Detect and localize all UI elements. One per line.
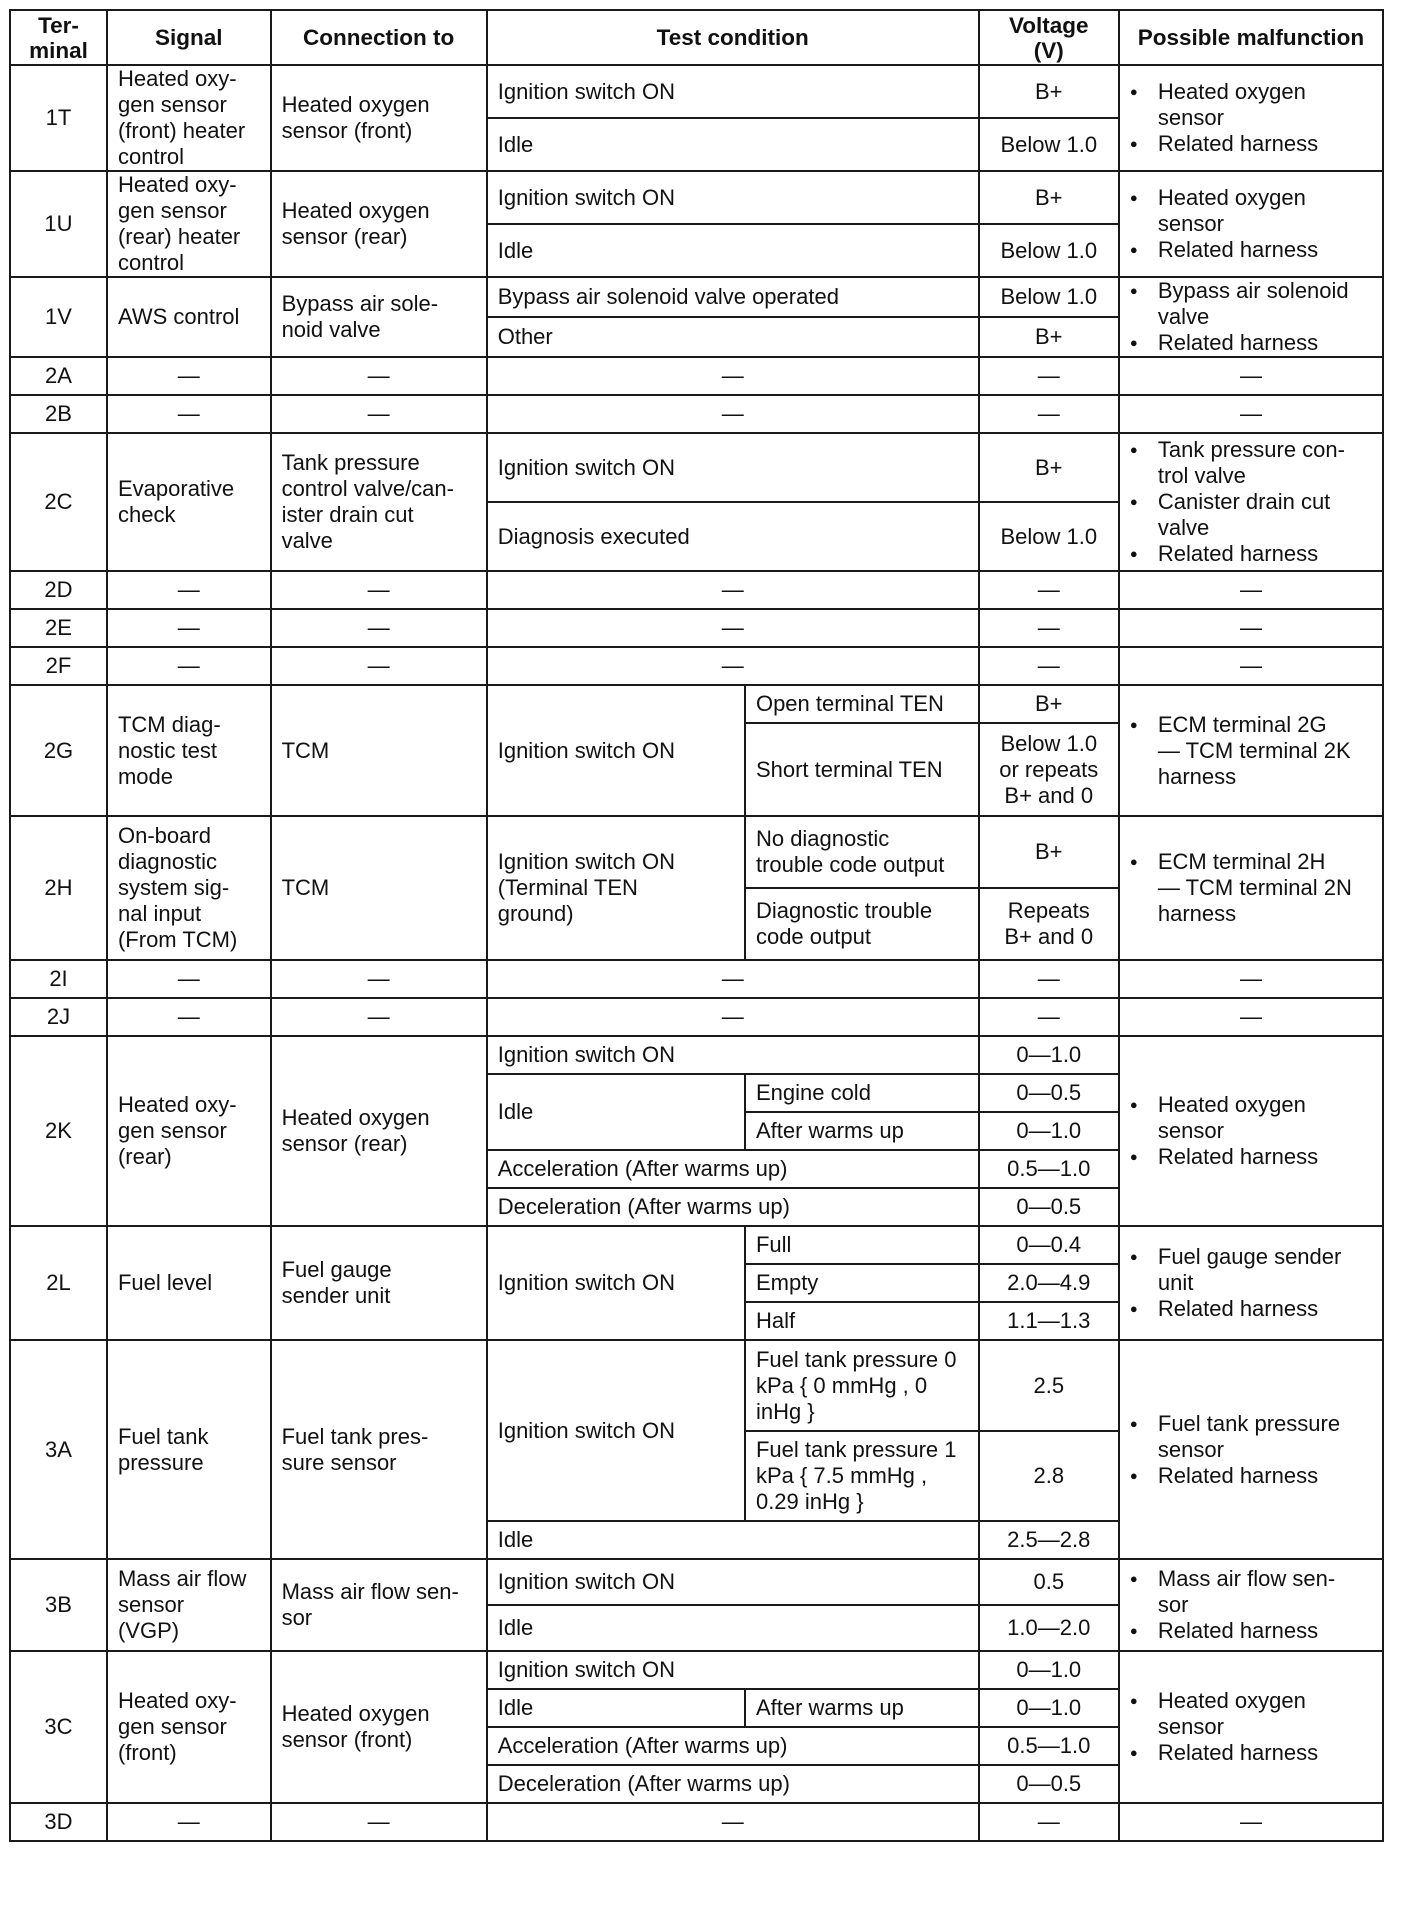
condition-cell: Other <box>487 317 979 357</box>
malfunction-list <box>1130 79 1372 157</box>
voltage-cell: Below 1.0 <box>979 224 1119 277</box>
voltage-cell: 2.5—2.8 <box>979 1521 1119 1559</box>
condition-cell: Idle <box>487 118 979 171</box>
connection-cell: — <box>271 609 487 647</box>
terminal-cell: 3D <box>10 1803 107 1841</box>
voltage-cell: 0—0.5 <box>979 1188 1119 1226</box>
malfunction-list <box>1130 1688 1372 1766</box>
header-row <box>10 10 1383 65</box>
voltage-cell: 0—1.0 <box>979 1689 1119 1727</box>
condition-cell: Ignition switch ON (Terminal TEN ground) <box>487 816 745 960</box>
subcondition-cell: Fuel tank pressure 1 kPa { 7.5 mmHg , 0.29 inHg } <box>745 1431 979 1521</box>
voltage-cell: — <box>979 395 1119 433</box>
malfunction-item: ● Related harness <box>1130 541 1372 567</box>
malfunction-cell <box>1119 1226 1383 1340</box>
malfunction-item: ● Related harness <box>1130 237 1372 263</box>
condition-cell: Ignition switch ON <box>487 433 979 502</box>
connection-cell: Fuel tank pres- sure sensor <box>271 1340 487 1559</box>
malfunction-cell <box>1119 65 1383 171</box>
voltage-cell: 2.0—4.9 <box>979 1264 1119 1302</box>
connection-cell: — <box>271 1803 487 1841</box>
malfunction-item: ● Related harness <box>1130 1463 1372 1489</box>
subcondition-cell: After warms up <box>745 1689 979 1727</box>
condition-cell: Ignition switch ON <box>487 171 979 224</box>
subcondition-cell: Engine cold <box>745 1074 979 1112</box>
connection-cell: Heated oxygen sensor (front) <box>271 65 487 171</box>
condition-cell: Ignition switch ON <box>487 685 745 816</box>
malfunction-item: ● Heated oxygen sensor <box>1130 79 1372 131</box>
malfunction-item: ● Related harness <box>1130 131 1372 157</box>
terminal-cell: 2E <box>10 609 107 647</box>
malfunction-item: ● Tank pressure con- trol valve <box>1130 437 1372 489</box>
condition-cell: Idle <box>487 1689 745 1727</box>
subcondition-cell: Short terminal TEN <box>745 723 979 816</box>
voltage-cell: 0—1.0 <box>979 1112 1119 1150</box>
malfunction-item: ● Mass air flow sen- sor <box>1130 1566 1372 1618</box>
table-row <box>10 960 1383 998</box>
connection-cell: — <box>271 998 487 1036</box>
connection-cell: Mass air flow sen- sor <box>271 1559 487 1651</box>
terminal-cell: 2C <box>10 433 107 571</box>
subcondition-cell: Full <box>745 1226 979 1264</box>
connection-cell: Heated oxygen sensor (rear) <box>271 171 487 277</box>
signal-cell: On-board diagnostic system sig- nal input (From TCM) <box>107 816 271 960</box>
voltage-cell: B+ <box>979 317 1119 357</box>
malfunction-cell: — <box>1119 960 1383 998</box>
voltage-cell: — <box>979 1803 1119 1841</box>
condition-cell: Idle <box>487 1074 745 1150</box>
malfunction-item: ● Heated oxygen sensor <box>1130 185 1372 237</box>
signal-cell: — <box>107 571 271 609</box>
connection-cell: — <box>271 357 487 395</box>
terminal-cell: 2J <box>10 998 107 1036</box>
header-malfunction: Possible malfunction <box>1119 10 1383 65</box>
voltage-cell: — <box>979 960 1119 998</box>
table-row <box>10 609 1383 647</box>
signal-cell: — <box>107 998 271 1036</box>
table-row <box>10 647 1383 685</box>
connection-cell: — <box>271 647 487 685</box>
terminal-cell: 2B <box>10 395 107 433</box>
terminal-cell: 1T <box>10 65 107 171</box>
table-row <box>10 1559 1383 1605</box>
voltage-cell: Below 1.0 or repeats B+ and 0 <box>979 723 1119 816</box>
table-row <box>10 395 1383 433</box>
voltage-cell: Below 1.0 <box>979 502 1119 571</box>
terminal-cell: 1V <box>10 277 107 357</box>
malfunction-list <box>1130 278 1372 356</box>
connection-cell: Tank pressure control valve/can- ister drain cut valve <box>271 433 487 571</box>
connection-cell: — <box>271 571 487 609</box>
signal-cell: Fuel level <box>107 1226 271 1340</box>
voltage-cell: 1.1—1.3 <box>979 1302 1119 1340</box>
voltage-cell: Below 1.0 <box>979 277 1119 317</box>
terminal-cell: 2G <box>10 685 107 816</box>
malfunction-cell: — <box>1119 998 1383 1036</box>
voltage-cell: Below 1.0 <box>979 118 1119 171</box>
condition-cell: — <box>487 357 979 395</box>
table-row <box>10 816 1383 888</box>
condition-cell: Acceleration (After warms up) <box>487 1727 979 1765</box>
malfunction-cell <box>1119 685 1383 816</box>
signal-cell: Heated oxy- gen sensor (rear) heater control <box>107 171 271 277</box>
voltage-cell: B+ <box>979 816 1119 888</box>
condition-cell: Diagnosis executed <box>487 502 979 571</box>
voltage-cell: B+ <box>979 171 1119 224</box>
subcondition-cell: After warms up <box>745 1112 979 1150</box>
voltage-cell: 0.5—1.0 <box>979 1150 1119 1188</box>
voltage-cell: — <box>979 998 1119 1036</box>
signal-cell: Mass air flow sensor (VGP) <box>107 1559 271 1651</box>
voltage-cell: — <box>979 647 1119 685</box>
condition-cell: Acceleration (After warms up) <box>487 1150 979 1188</box>
subcondition-cell: No diagnostic trouble code output <box>745 816 979 888</box>
condition-cell: Deceleration (After warms up) <box>487 1765 979 1803</box>
voltage-cell: 1.0—2.0 <box>979 1605 1119 1651</box>
malfunction-list <box>1130 437 1372 567</box>
malfunction-cell <box>1119 1559 1383 1651</box>
malfunction-list <box>1130 1411 1372 1489</box>
malfunction-cell: — <box>1119 1803 1383 1841</box>
header-connection: Connection to <box>271 10 487 65</box>
table-row <box>10 357 1383 395</box>
terminal-cell: 2A <box>10 357 107 395</box>
table-row <box>10 65 1383 118</box>
connection-cell: Heated oxygen sensor (rear) <box>271 1036 487 1226</box>
condition-cell: Bypass air solenoid valve operated <box>487 277 979 317</box>
condition-cell: Deceleration (After warms up) <box>487 1188 979 1226</box>
condition-cell: Ignition switch ON <box>487 1651 979 1689</box>
connection-cell: Fuel gauge sender unit <box>271 1226 487 1340</box>
signal-cell: — <box>107 395 271 433</box>
voltage-cell: B+ <box>979 433 1119 502</box>
connection-cell: TCM <box>271 685 487 816</box>
signal-cell: TCM diag- nostic test mode <box>107 685 271 816</box>
connection-cell: TCM <box>271 816 487 960</box>
table-row <box>10 277 1383 317</box>
voltage-cell: 0—0.5 <box>979 1074 1119 1112</box>
malfunction-cell: — <box>1119 357 1383 395</box>
table-row <box>10 433 1383 502</box>
signal-cell: — <box>107 609 271 647</box>
subcondition-cell: Open terminal TEN <box>745 685 979 723</box>
malfunction-item: ● Related harness <box>1130 1618 1372 1644</box>
voltage-cell: B+ <box>979 65 1119 118</box>
condition-cell: — <box>487 609 979 647</box>
condition-cell: — <box>487 647 979 685</box>
malfunction-item: ● Canister drain cut valve <box>1130 489 1372 541</box>
malfunction-cell: — <box>1119 609 1383 647</box>
voltage-cell: Repeats B+ and 0 <box>979 888 1119 960</box>
malfunction-item: ● Heated oxygen sensor <box>1130 1092 1372 1144</box>
table-row <box>10 998 1383 1036</box>
voltage-cell: — <box>979 609 1119 647</box>
malfunction-cell <box>1119 1036 1383 1226</box>
malfunction-list <box>1130 1092 1372 1170</box>
terminal-cell: 3B <box>10 1559 107 1651</box>
connection-cell: Bypass air sole- noid valve <box>271 277 487 357</box>
malfunction-item: ● Related harness <box>1130 1740 1372 1766</box>
condition-cell: Ignition switch ON <box>487 1559 979 1605</box>
malfunction-item: ● Fuel gauge sender unit <box>1130 1244 1372 1296</box>
voltage-cell: — <box>979 571 1119 609</box>
malfunction-item: ● Fuel tank pressure sensor <box>1130 1411 1372 1463</box>
signal-cell: Heated oxy- gen sensor (front) <box>107 1651 271 1803</box>
malfunction-cell: — <box>1119 395 1383 433</box>
subcondition-cell: Empty <box>745 1264 979 1302</box>
malfunction-cell <box>1119 1340 1383 1559</box>
malfunction-item: ● Related harness <box>1130 1296 1372 1322</box>
signal-cell: — <box>107 647 271 685</box>
condition-cell: Idle <box>487 1605 979 1651</box>
malfunction-item: ● Bypass air solenoid valve <box>1130 278 1372 330</box>
signal-cell: — <box>107 1803 271 1841</box>
terminal-cell: 2I <box>10 960 107 998</box>
table-row <box>10 571 1383 609</box>
malfunction-item: ● ECM terminal 2G — TCM terminal 2K harness <box>1130 712 1372 790</box>
condition-cell: Ignition switch ON <box>487 1036 979 1074</box>
terminal-voltage-table <box>9 9 1384 1842</box>
voltage-cell: — <box>979 357 1119 395</box>
malfunction-item: ● Heated oxygen sensor <box>1130 1688 1372 1740</box>
header-voltage: Voltage (V) <box>979 10 1119 65</box>
voltage-cell: 0.5 <box>979 1559 1119 1605</box>
signal-cell: Heated oxy- gen sensor (rear) <box>107 1036 271 1226</box>
malfunction-cell: — <box>1119 647 1383 685</box>
table-row <box>10 685 1383 723</box>
malfunction-cell <box>1119 816 1383 960</box>
voltage-cell: 0.5—1.0 <box>979 1727 1119 1765</box>
malfunction-item: ● Related harness <box>1130 1144 1372 1170</box>
terminal-cell: 2L <box>10 1226 107 1340</box>
condition-cell: Ignition switch ON <box>487 1340 745 1521</box>
terminal-cell: 3A <box>10 1340 107 1559</box>
condition-cell: — <box>487 1803 979 1841</box>
voltage-cell: B+ <box>979 685 1119 723</box>
connection-cell: — <box>271 960 487 998</box>
malfunction-cell <box>1119 277 1383 357</box>
signal-cell: Evaporative check <box>107 433 271 571</box>
malfunction-list <box>1130 849 1372 927</box>
malfunction-list <box>1130 185 1372 263</box>
signal-cell: AWS control <box>107 277 271 357</box>
condition-cell: Idle <box>487 224 979 277</box>
connection-cell: — <box>271 395 487 433</box>
signal-cell: Heated oxy- gen sensor (front) heater control <box>107 65 271 171</box>
malfunction-cell <box>1119 433 1383 571</box>
voltage-cell: 2.5 <box>979 1340 1119 1431</box>
subcondition-cell: Diagnostic trouble code output <box>745 888 979 960</box>
signal-cell: — <box>107 357 271 395</box>
terminal-cell: 1U <box>10 171 107 277</box>
condition-cell: — <box>487 998 979 1036</box>
voltage-cell: 0—1.0 <box>979 1651 1119 1689</box>
header-terminal: Ter- minal <box>10 10 107 65</box>
terminal-cell: 2D <box>10 571 107 609</box>
condition-cell: — <box>487 960 979 998</box>
malfunction-cell <box>1119 1651 1383 1803</box>
table-row <box>10 1651 1383 1689</box>
malfunction-list <box>1130 712 1372 790</box>
terminal-cell: 2H <box>10 816 107 960</box>
voltage-cell: 0—0.5 <box>979 1765 1119 1803</box>
voltage-cell: 0—0.4 <box>979 1226 1119 1264</box>
table-row <box>10 171 1383 224</box>
table-row <box>10 1036 1383 1074</box>
voltage-cell: 0—1.0 <box>979 1036 1119 1074</box>
condition-cell: — <box>487 571 979 609</box>
signal-cell: Fuel tank pressure <box>107 1340 271 1559</box>
table-row <box>10 1226 1383 1264</box>
connection-cell: Heated oxygen sensor (front) <box>271 1651 487 1803</box>
malfunction-item: ● Related harness <box>1130 330 1372 356</box>
table-row <box>10 1803 1383 1841</box>
malfunction-cell <box>1119 171 1383 277</box>
terminal-cell: 2F <box>10 647 107 685</box>
terminal-cell: 2K <box>10 1036 107 1226</box>
subcondition-cell: Half <box>745 1302 979 1340</box>
malfunction-item: ● ECM terminal 2H — TCM terminal 2N harness <box>1130 849 1372 927</box>
voltage-cell: 2.8 <box>979 1431 1119 1521</box>
header-test-condition: Test condition <box>487 10 979 65</box>
malfunction-cell: — <box>1119 571 1383 609</box>
condition-cell: — <box>487 395 979 433</box>
subcondition-cell: Fuel tank pressure 0 kPa { 0 mmHg , 0 inHg } <box>745 1340 979 1431</box>
condition-cell: Ignition switch ON <box>487 1226 745 1340</box>
table-row <box>10 1340 1383 1431</box>
malfunction-list <box>1130 1244 1372 1322</box>
terminal-cell: 3C <box>10 1651 107 1803</box>
condition-cell: Idle <box>487 1521 979 1559</box>
malfunction-list <box>1130 1566 1372 1644</box>
condition-cell: Ignition switch ON <box>487 65 979 118</box>
header-signal: Signal <box>107 10 271 65</box>
signal-cell: — <box>107 960 271 998</box>
